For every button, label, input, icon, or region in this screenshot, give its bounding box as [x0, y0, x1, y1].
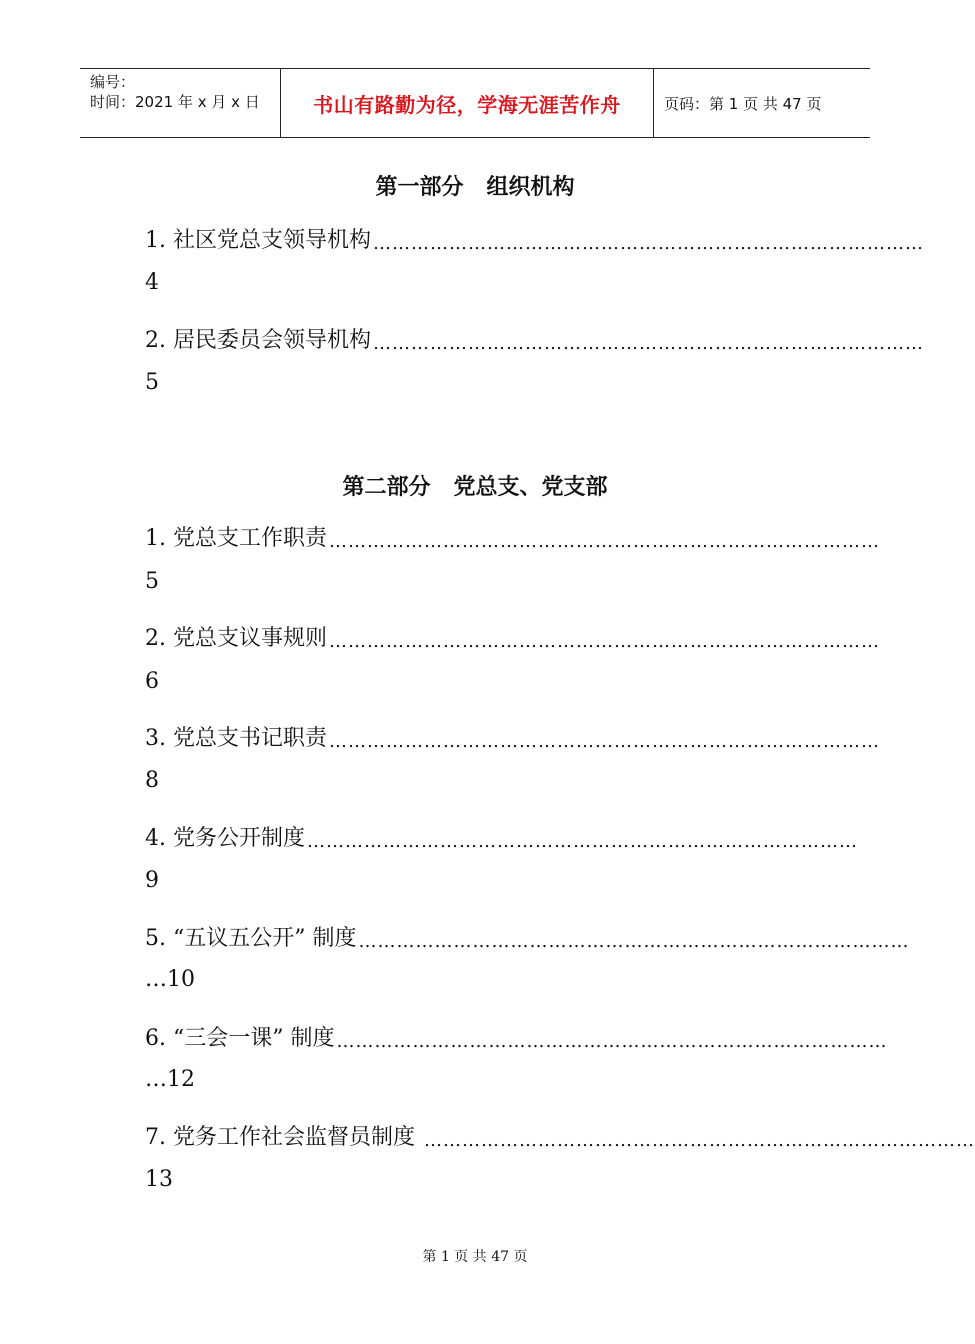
section-title-organization: 第一部分 组织机构	[375, 175, 575, 200]
toc-leader-dots: ……………………………………………………………………………	[306, 831, 858, 852]
page-footer: 第 1 页 共 47 页	[422, 1249, 528, 1265]
toc-entry[interactable]	[145, 912, 910, 952]
toc-entry-page: 8	[145, 768, 159, 793]
toc-leader-dots: ……………………………………………………………………………	[328, 731, 880, 752]
toc-leader-dots: ……………………………………………………………………………	[328, 631, 880, 652]
toc-entry[interactable]	[145, 612, 880, 652]
document-number-label: 编号：	[90, 73, 136, 91]
toc-entry-label: 6. “三会一课” 制度	[145, 1026, 335, 1051]
header-left-cell	[80, 69, 281, 137]
toc-entry-page: 9	[145, 868, 159, 893]
header-motto: 书山有路勤为径，学海无涯苦作舟	[313, 93, 621, 117]
toc-leader-dots: ……………………………………………………………………………	[358, 931, 910, 952]
toc-entry-label: 1. 党总支工作职责	[145, 526, 327, 551]
toc-entry-page: 4	[145, 270, 159, 295]
toc-entry[interactable]	[145, 1111, 975, 1151]
header-right-cell	[654, 69, 870, 137]
toc-entry-label: 1. 社区党总支领导机构	[145, 228, 371, 253]
header-middle-cell	[281, 69, 654, 137]
toc-entry[interactable]	[145, 712, 880, 752]
toc-entry[interactable]	[145, 1012, 888, 1052]
toc-entry[interactable]	[145, 314, 924, 354]
header-page-info: 页码：第 1 页 共 47 页	[664, 95, 822, 113]
document-header	[80, 68, 870, 138]
toc-entry-page: 5	[145, 370, 159, 395]
toc-entry-label: 4. 党务公开制度	[145, 826, 305, 851]
toc-entry-label: 2. 党总支议事规则	[145, 626, 327, 651]
toc-entry-page: 5	[145, 569, 159, 594]
toc-entry-label: 5. “五议五公开” 制度	[145, 926, 357, 951]
toc-entry-page: 6	[145, 669, 159, 694]
toc-entry[interactable]	[145, 812, 858, 852]
toc-leader-dots: ……………………………………………………………………………	[328, 531, 880, 552]
toc-entry-page: …12	[145, 1067, 195, 1092]
toc-entry-page: 13	[145, 1167, 173, 1192]
toc-entry[interactable]	[145, 214, 924, 254]
toc-entry[interactable]	[145, 512, 880, 552]
toc-entry-label: 3. 党总支书记职责	[145, 726, 327, 751]
toc-entry-page: …10	[145, 967, 195, 992]
toc-leader-dots: ……………………………………………………………………………	[423, 1130, 975, 1151]
toc-leader-dots: ……………………………………………………………………………	[372, 233, 924, 254]
toc-leader-dots: ……………………………………………………………………………	[372, 333, 924, 354]
toc-entry-label: 7. 党务工作社会监督员制度	[145, 1125, 422, 1150]
toc-leader-dots: ……………………………………………………………………………	[336, 1031, 888, 1052]
document-date-label: 时间：2021 年 x 月 x 日	[90, 93, 260, 111]
section-title-party-branch: 第二部分 党总支、党支部	[342, 475, 608, 500]
toc-entry-label: 2. 居民委员会领导机构	[145, 328, 371, 353]
